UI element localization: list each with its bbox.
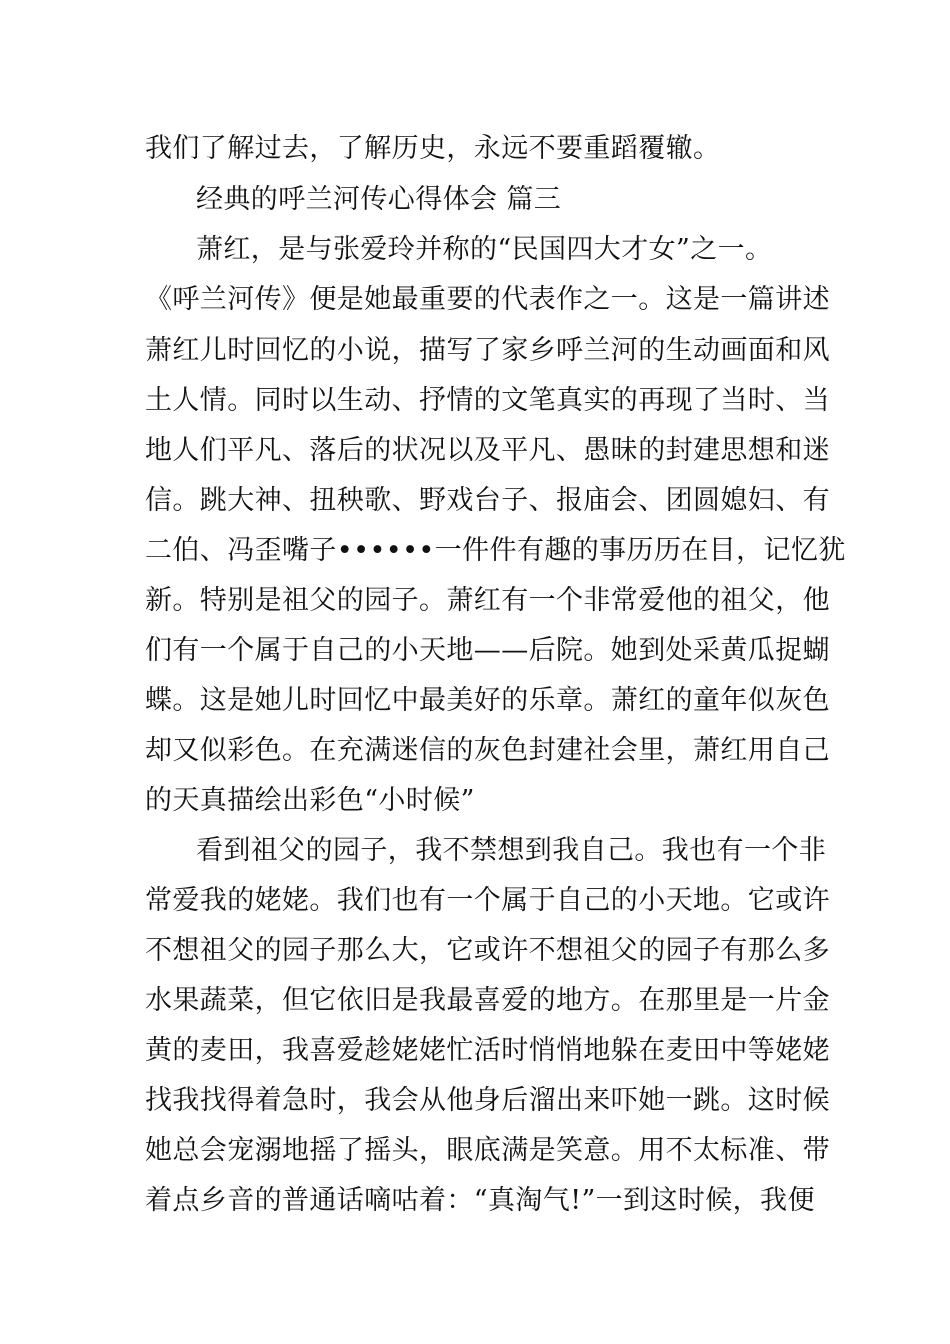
paragraph-first-line: 萧红，是与张爱玲并称的“民国四大才女”之一。	[196, 234, 773, 265]
body-line: 萧红儿时回忆的小说，描写了家乡呼兰河的生动画面和风	[145, 335, 830, 366]
body-line: 地人们平凡、落后的状况以及平凡、愚昧的封建思想和迷	[145, 435, 830, 466]
body-line: 土人情。同时以生动、抒情的文笔真实的再现了当时、当	[145, 385, 830, 416]
body-line: 她总会宠溺地摇了摇头，眼底满是笑意。用不太标准、带	[145, 1135, 830, 1166]
section-heading: 经典的呼兰河传心得体会 篇三	[196, 184, 562, 215]
body-line: 找我找得着急时，我会从他身后溜出来吓她一跳。这时候	[145, 1085, 830, 1116]
body-line: 黄的麦田，我喜爱趁姥姥忙活时悄悄地躲在麦田中等姥姥	[145, 1035, 830, 1066]
body-line: 着点乡音的普通话嘀咕着：“真淘气!”一到这时候，我便	[145, 1185, 815, 1216]
paragraph-first-line: 看到祖父的园子，我不禁想到我自己。我也有一个非	[196, 835, 827, 866]
body-line: 二伯、冯歪嘴子••••••一件件有趣的事历历在目，记忆犹	[145, 535, 846, 566]
body-line: 常爱我的姥姥。我们也有一个属于自己的小天地。它或许	[145, 885, 830, 916]
body-line: 不想祖父的园子那么大，它或许不想祖父的园子有那么多	[145, 935, 830, 966]
body-line: 蝶。这是她儿时回忆中最美好的乐章。萧红的童年似灰色	[145, 685, 830, 716]
body-line: 却又似彩色。在充满迷信的灰色封建社会里，萧红用自己	[145, 735, 830, 766]
body-line: 新。特别是祖父的园子。萧红有一个非常爱他的祖父，他	[145, 585, 830, 616]
body-line: 们有一个属于自己的小天地——后院。她到处采黄瓜捉蝴	[145, 635, 830, 666]
body-line: 信。跳大神、扭秧歌、野戏台子、报庙会、团圆媳妇、有	[145, 485, 830, 516]
body-line: 水果蔬菜，但它依旧是我最喜爱的地方。在那里是一片金	[145, 985, 830, 1016]
body-line: 我们了解过去，了解历史，永远不要重蹈覆辙。	[145, 133, 721, 164]
body-line: 的天真描绘出彩色“小时候”	[145, 785, 475, 816]
body-line: 《呼兰河传》便是她最重要的代表作之一。这是一篇讲述	[145, 284, 830, 315]
